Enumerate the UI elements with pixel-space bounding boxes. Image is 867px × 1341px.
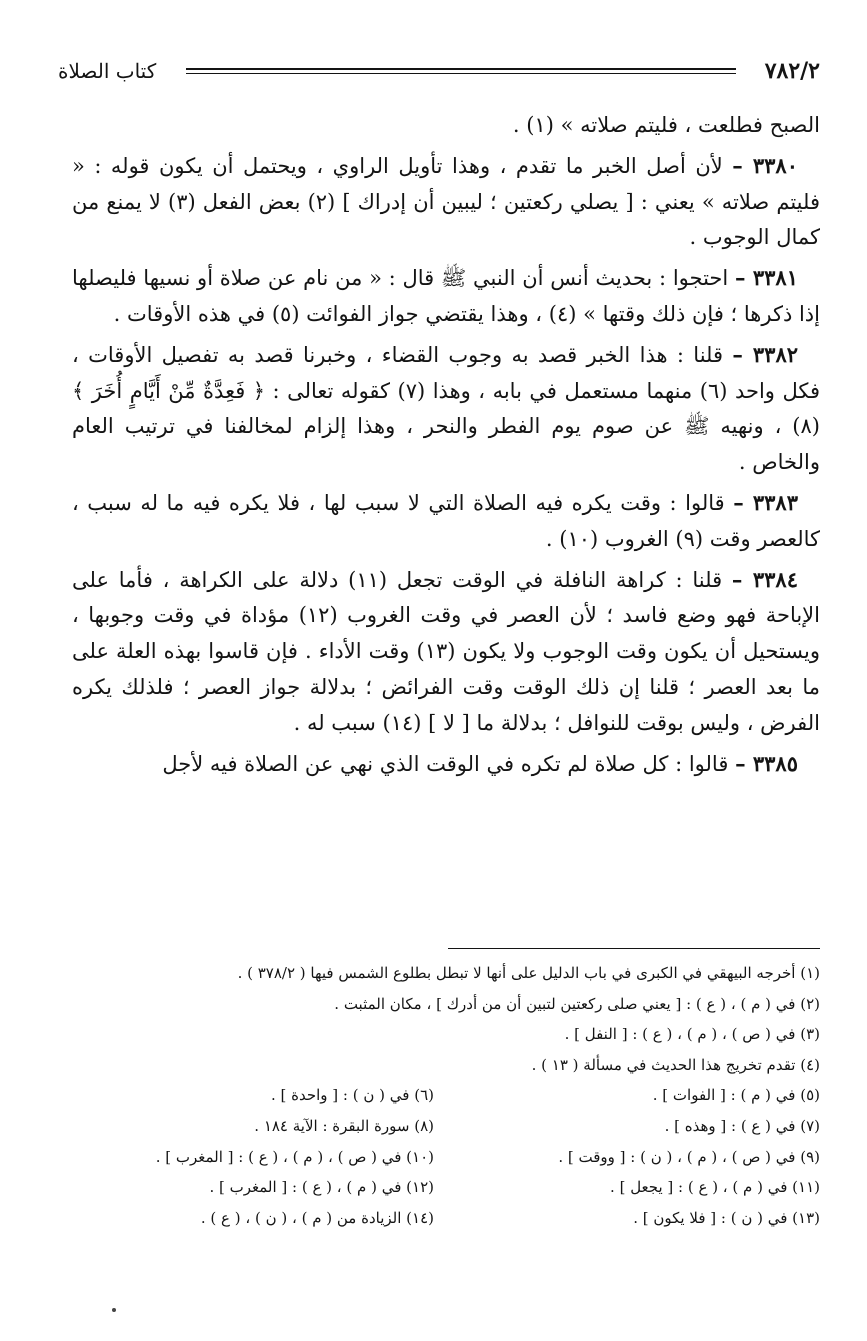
paragraph-text: قلنا : هذا الخبر قصد به وجوب القضاء ، وخبرنا قصد به تفصيل الأوقات ، فكل واحد (٦) منهما مستعمل في بابه ، وهذا (٧) كقوله تعالى : ﴿ فَعِدَّةٌ مِّنْ أَيَّامٍ أُخَرَ ﴾ (٨) ، ونهيه ﷺ عن صوم يوم الفطر والنحر ، وهذا إلزام لمخالفنا في ترتيب العام والخاص .	[72, 342, 820, 475]
footnote: (٢) في ( م ) ، ( ع ) : [ يعني صلى ركعتين لتبين أن من أدرك ] ، مكان المثبت .	[334, 994, 820, 1013]
footnote: (٧) في ( ع ) : [ وهذه ] .	[664, 1116, 820, 1135]
footnote-row	[58, 1203, 820, 1234]
issue-number: ٣٣٨٣ –	[733, 489, 798, 515]
footnote: (١٤) الزيادة من ( م ) ، ( ن ) ، ( ع ) .	[200, 1208, 434, 1227]
paragraph-3382	[72, 337, 820, 481]
issue-number: ٣٣٨١ –	[734, 265, 798, 291]
footnote: (١) أخرجه البيهقي في الكبرى في باب الدليل على أنها لا تبطل بطلوع الشمس فيها ( ٣٧٨/٢ ) .	[237, 964, 820, 982]
paragraph	[72, 108, 820, 144]
issue-number: ٣٣٨٤ –	[731, 566, 798, 592]
paragraph-3381	[72, 260, 820, 333]
paragraph-text: قالوا : كل صلاة لم تكره في الوقت الذي نهي عن الصلاة فيه لأجل	[162, 751, 729, 776]
footnote: (١١) في ( م ) ، ( ع ) : [ يجعل ] .	[610, 1178, 820, 1197]
footnote: (٣) في ( ص ) ، ( م ) ، ( ع ) : [ النفل ] .	[564, 1025, 820, 1044]
paragraph-text: قلنا : كراهة النافلة في الوقت تجعل (١١) دلالة على الكراهة ، فأما على الإباحة فهو وضع فاسد ؛ لأن العصر في وقت الغروب (١٢) مؤداة في وقت وجوبها ، ويستحيل أن يكون وقت الوجوب ولا يكون (١٣) وقت الأداء . فإن قاسوا بهذه العلة على ما بعد العصر ؛ قلنا إن ذلك الوقت وقت الفرائض ؛ بدلالة جواز العصر ؛ فلذلك يكره الفرض ، وليس بوقت للنوافل ؛ بدلالة ما [ لا ] (١٤) سبب له .	[72, 567, 820, 735]
footnote: (٦) في ( ن ) : [ واحدة ] .	[270, 1086, 434, 1105]
issue-number: ٣٣٨٥ –	[735, 750, 798, 776]
footnote: (١٠) في ( ص ) ، ( م ) ، ( ع ) : [ المغرب ] .	[155, 1147, 434, 1166]
page-header	[58, 56, 820, 90]
paragraph-3384	[72, 562, 820, 742]
footnote: (٤) تقدم تخريج هذا الحديث في مسألة ( ١٣ ) .	[531, 1055, 820, 1074]
footnote: (٥) في ( م ) : [ الفوات ] .	[652, 1086, 820, 1105]
paragraph-text: الصبح فطلعت ، فليتم صلاته » (١) .	[512, 113, 820, 137]
paragraph-3383	[72, 485, 820, 558]
page-number: ٧٨٢/٢	[764, 58, 820, 84]
footnote-row	[58, 1172, 820, 1203]
header-rule	[186, 68, 736, 74]
main-text	[72, 108, 820, 948]
issue-number: ٣٣٨٢ –	[732, 341, 799, 367]
paragraph-3380	[72, 148, 820, 256]
footnote: (٨) سورة البقرة : الآية ١٨٤ .	[254, 1116, 434, 1135]
book-title: كتاب الصلاة	[58, 59, 157, 83]
footnote-separator	[448, 948, 820, 949]
issue-number: ٣٣٨٠ –	[732, 152, 798, 178]
footnote-row	[58, 1111, 820, 1142]
paragraph-text: قالوا : وقت يكره فيه الصلاة التي لا سبب لها ، فلا يكره فيه ما له سبب ، كالعصر وقت (٩) الغروب (١٠) .	[72, 490, 820, 551]
footnote: (٩) في ( ص ) ، ( م ) ، ( ن ) : [ ووقت ] .	[558, 1147, 820, 1166]
footnote: (١٣) في ( ن ) : [ فلا يكون ] .	[633, 1208, 820, 1227]
paragraph-text: لأن أصل الخبر ما تقدم ، وهذا تأويل الراوي ، ويحتمل أن يكون قوله : « فليتم صلاته » يعني : [ يصلي ركعتين ؛ ليبين أن إدراك ] (٢) بعض الفعل (٣) لا يمنع من كمال الوجوب .	[72, 153, 820, 250]
scan-speck	[112, 1308, 116, 1312]
footnotes	[58, 958, 820, 1288]
paragraph-3385	[72, 746, 820, 783]
footnote: (١٢) في ( م ) ، ( ع ) : [ المغرب ] .	[209, 1178, 434, 1197]
footnote-row	[58, 1142, 820, 1173]
paragraph-text: احتجوا : بحديث أنس أن النبي ﷺ قال : « من نام عن صلاة أو نسيها فليصلها إذا ذكرها ؛ فإن ذلك وقتها » (٤) ، وهذا يقتضي جواز الفوائت (٥) في هذه الأوقات .	[72, 266, 820, 326]
footnote-row	[58, 1080, 820, 1111]
